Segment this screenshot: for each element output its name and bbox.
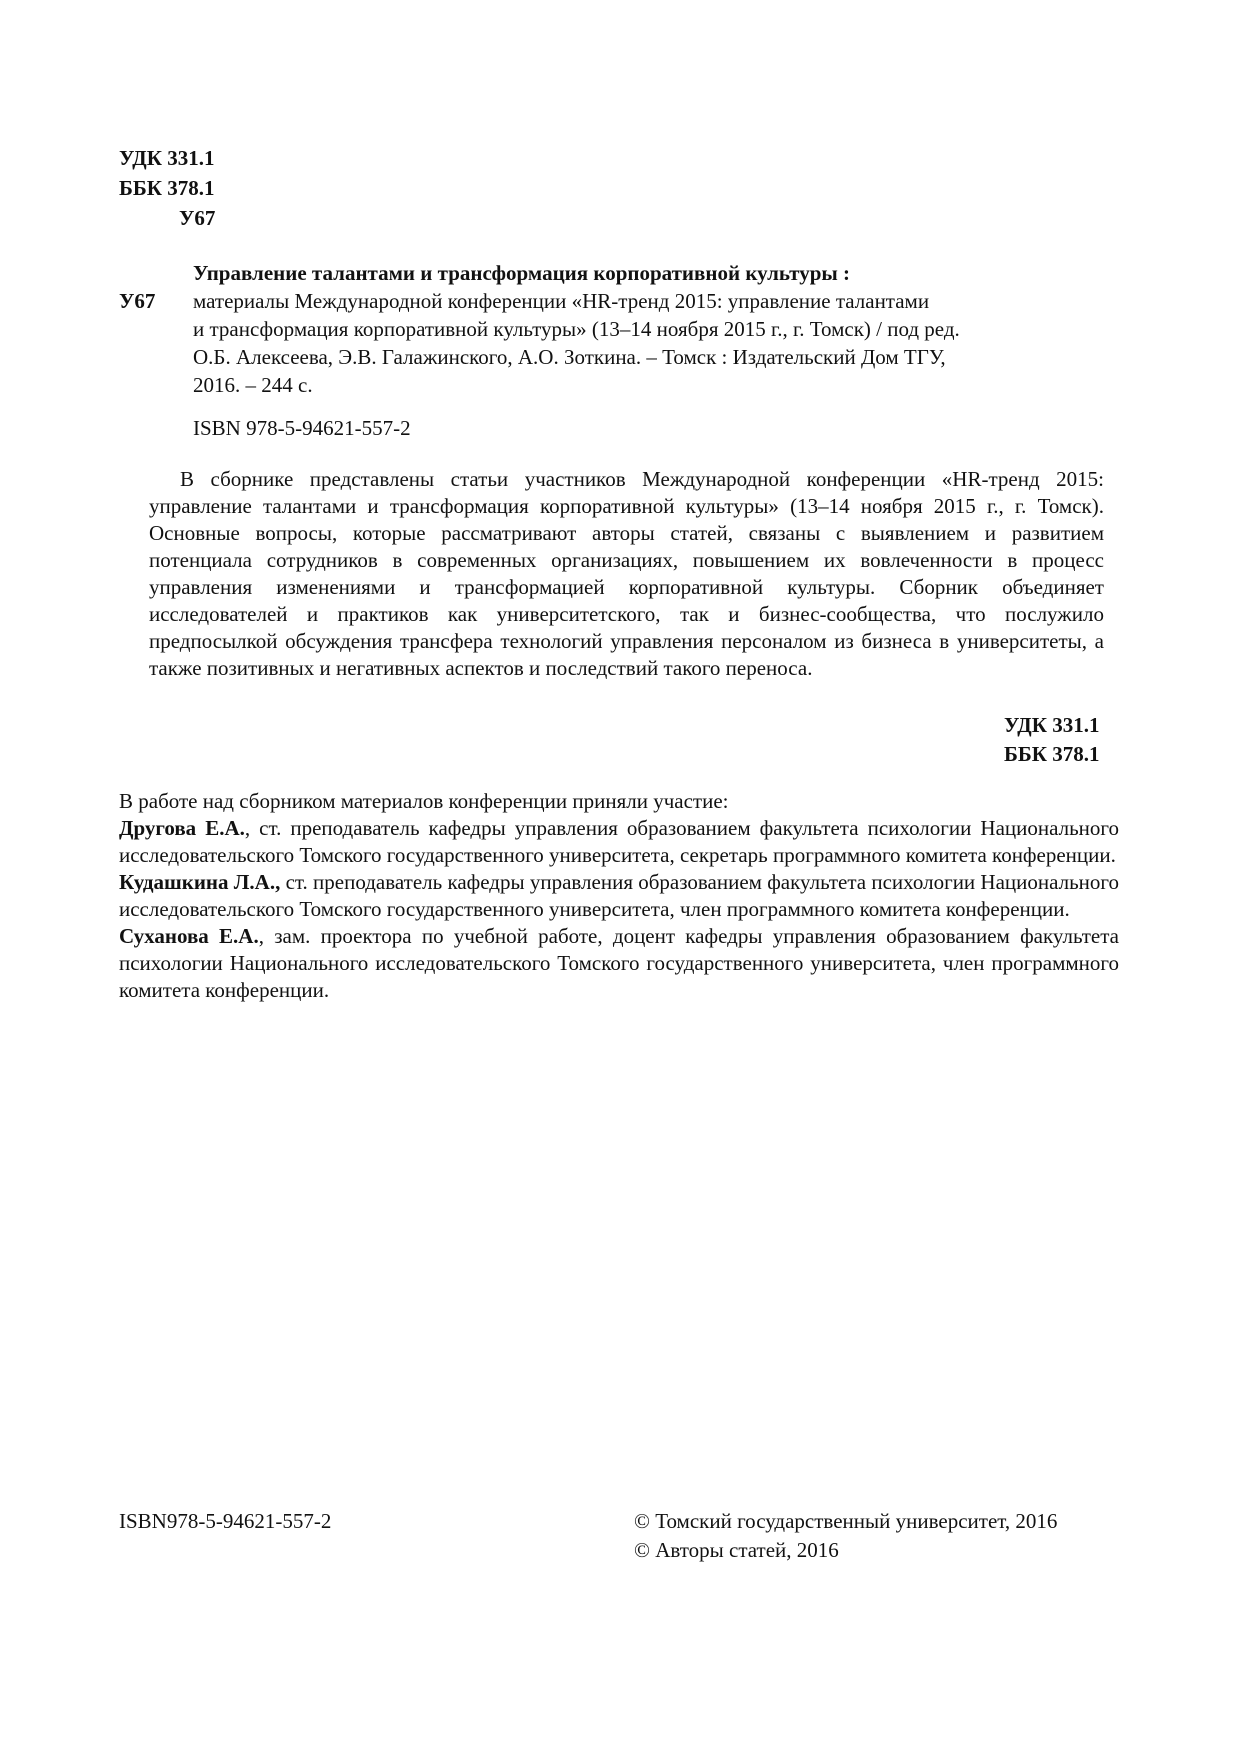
contributor-role: , ст. преподаватель кафедры управления образованием факультета психологии Национального исследовательского Томского государственного университета, секретарь программного комитета конференции. xyxy=(119,816,1119,867)
copyright-block xyxy=(634,1507,1057,1565)
contributor-role: , зам. проектора по учебной работе, доцент кафедры управления образованием факультета психологии Национального исследовательского Томского государственного университета, член программного комитета конференции. xyxy=(119,924,1119,1002)
classification-codes-right xyxy=(1004,711,1100,769)
contributor-entry xyxy=(119,923,1119,1004)
copyright-university: © Томский государственный университет, 2016 xyxy=(634,1509,1058,1533)
classification-codes-top xyxy=(119,143,215,233)
bibliographic-description xyxy=(193,259,1133,399)
bbk-code: ББК 378.1 xyxy=(1004,742,1100,766)
udk-code: УДК 331.1 xyxy=(119,146,215,170)
bbk-code: ББК 378.1 xyxy=(119,176,215,200)
copyright-authors: © Авторы статей, 2016 xyxy=(634,1538,839,1562)
isbn: ISBN 978-5-94621-557-2 xyxy=(193,416,411,440)
description-line: материалы Международной конференции «HR-тренд 2015: управление талантами xyxy=(193,289,930,313)
description-line: и трансформация корпоративной культуры» (13–14 ноября 2015 г., г. Томск) / под ред. xyxy=(193,317,960,341)
description-line: О.Б. Алексеева, Э.В. Галажинского, А.О. Зоткина. – Томск : Издательский Дом ТГУ, xyxy=(193,345,946,369)
udk-code: УДК 331.1 xyxy=(1004,713,1100,737)
contributor-name: Другова Е.А. xyxy=(119,816,245,840)
contributor-role: ст. преподаватель кафедры управления образованием факультета психологии Национального исследовательского Томского государственного университета, член программного комитета конференции. xyxy=(119,870,1120,921)
author-mark-top: У67 xyxy=(179,206,216,230)
contributor-entry xyxy=(119,869,1119,923)
contributor-name: Кудашкина Л.А., xyxy=(119,870,281,894)
description-line: 2016. – 244 с. xyxy=(193,373,313,397)
abstract: В сборнике представлены статьи участников Международной конференции «HR-тренд 2015: управление талантами и трансформация корпоративной культуры» (13–14 ноября 2015 г., г. Томск). Основные вопросы, которые рассматривают авторы статей, связаны с выявлением и развитием потенциала сотрудников в современных организациях, повышением их вовлеченности в процесс управления изменениями и трансформацией корпоративной культуры. Сборник объединяет исследователей и практиков как университетского, так и бизнес-сообщества, что послужило предпосылкой обсуждения трансфера технологий управления персоналом из бизнеса в университеты, а также позитивных и негативных аспектов и последствий такого переноса. xyxy=(149,467,1104,680)
author-mark-left: У67 xyxy=(119,289,156,313)
book-title: Управление талантами и трансформация корпоративной культуры : xyxy=(193,261,851,285)
contributors-section xyxy=(119,788,1119,1004)
contributor-entry xyxy=(119,815,1119,869)
contributor-name: Суханова Е.А. xyxy=(119,924,259,948)
footer-isbn: ISBN978-5-94621-557-2 xyxy=(119,1509,332,1533)
contributors-intro: В работе над сборником материалов конференции приняли участие: xyxy=(119,789,729,813)
